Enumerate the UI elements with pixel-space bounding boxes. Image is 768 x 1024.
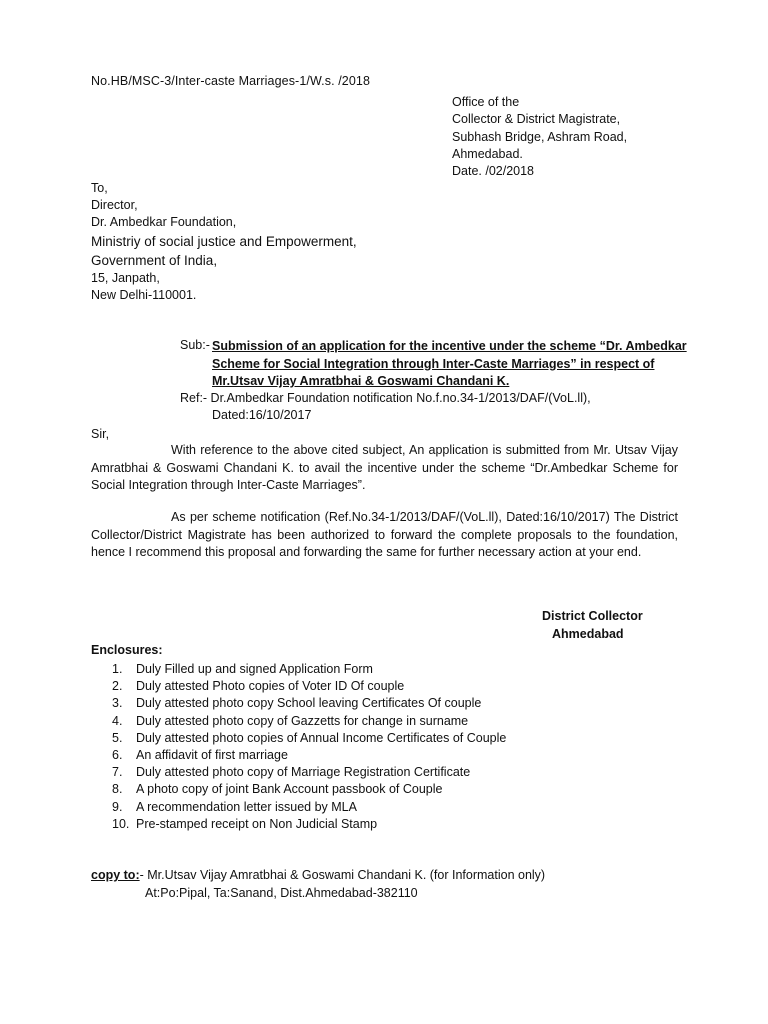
item-text: Duly attested photo copy of Marriage Registration Certificate	[136, 765, 471, 780]
list-item	[112, 661, 506, 678]
letter-date: Date. /02/2018	[452, 164, 535, 179]
recipient-line: Government of India,	[91, 252, 218, 268]
item-number: 1.	[112, 662, 123, 676]
item-text: Duly attested Photo copies of Voter ID Of couple	[136, 679, 405, 694]
recipient-line: New Delhi-110001.	[91, 287, 197, 302]
item-text: A recommendation letter issued by MLA	[136, 799, 357, 814]
subject-label: Sub:-	[180, 338, 210, 352]
copy-to-line	[91, 868, 545, 882]
subject-text	[212, 338, 687, 391]
item-text: A photo copy of joint Bank Account passbook of Couple	[136, 782, 443, 797]
recipient-line: Dr. Ambedkar Foundation,	[91, 215, 237, 230]
item-number: 4.	[112, 713, 123, 728]
signatory-title: District Collector	[542, 609, 643, 623]
list-item	[112, 781, 506, 798]
list-item	[112, 816, 506, 833]
item-text: Duly attested photo copy of Gazzetts for change in surname	[136, 713, 469, 728]
copy-to-recipient: - Mr.Utsav Vijay Amratbhai & Goswami Chandani K. (for Information only)	[139, 868, 546, 882]
office-line: Collector & District Magistrate,	[452, 112, 621, 127]
office-line: Ahmedabad.	[452, 146, 523, 161]
body-paragraph-2: As per scheme notification (Ref.No.34-1/2013/DAF/(VoL.ll), Dated:16/10/2017) The District Collector/District Magistrate has been authorized to forward the complete proposals to the foundation, hence I recommend this proposal and forwarding the same for further necessary action at your end.	[91, 510, 678, 559]
reference-line: Ref:- Dr.Ambedkar Foundation notification No.f.no.34-1/2013/DAF/(VoL.ll),	[180, 391, 591, 405]
item-number: 3.	[112, 696, 123, 711]
office-line: Subhash Bridge, Ashram Road,	[452, 129, 628, 144]
copy-to-address: At:Po:Pipal, Ta:Sanand, Dist.Ahmedabad-382110	[145, 886, 418, 900]
reference-number: No.HB/MSC-3/Inter-caste Marriages-1/W.s. /2018	[91, 74, 370, 88]
item-number: 7.	[112, 765, 123, 780]
list-item	[112, 730, 506, 747]
item-number: 8.	[112, 782, 123, 797]
list-item	[112, 799, 506, 816]
copy-to-label: copy to:	[91, 868, 140, 882]
recipient-line: Director,	[91, 198, 138, 213]
item-text: An affidavit of first marriage	[136, 747, 288, 762]
item-number: 10.	[112, 816, 130, 831]
item-number: 9.	[112, 799, 123, 814]
list-item	[112, 747, 506, 764]
body-paragraph-1: With reference to the above cited subject, An application is submitted from Mr. Utsav Vijay Amratbhai & Goswami Chandani K. to avail the incentive under the scheme “Dr.Ambedkar Scheme for Social Integration through Inter-Caste Marriages”.	[91, 443, 678, 492]
recipient-line: 15, Janpath,	[91, 270, 160, 285]
list-item	[112, 713, 506, 730]
item-number: 6.	[112, 747, 123, 762]
signatory-place: Ahmedabad	[552, 626, 624, 641]
item-number: 5.	[112, 730, 123, 745]
enclosures-heading: Enclosures:	[91, 643, 163, 657]
subject-line: Mr.Utsav Vijay Amratbhai & Goswami Chandani K.	[212, 374, 510, 388]
item-text: Duly attested photo copy School leaving Certificates Of couple	[136, 696, 482, 711]
item-text: Duly Filled up and signed Application Form	[136, 662, 373, 676]
recipient-line: Ministriy of social justice and Empowerment,	[91, 233, 357, 249]
enclosures-list	[112, 661, 506, 833]
signature-block	[542, 608, 643, 643]
item-text: Duly attested photo copies of Annual Income Certificates of Couple	[136, 730, 507, 745]
office-address-block	[452, 94, 627, 180]
item-number: 2.	[112, 679, 123, 694]
salutation: Sir,	[91, 427, 110, 441]
subject-line: Submission of an application for the incentive under the scheme “Dr. Ambedkar	[212, 339, 687, 353]
item-text: Pre-stamped receipt on Non Judicial Stamp	[136, 816, 378, 831]
list-item	[112, 695, 506, 712]
subject-line: Scheme for Social Integration through Inter-Caste Marriages” in respect of	[212, 356, 655, 371]
list-item	[112, 678, 506, 695]
office-line: Office of the	[452, 95, 520, 109]
reference-date: Dated:16/10/2017	[212, 408, 312, 422]
recipient-line: To,	[91, 181, 108, 195]
recipient-address-block	[91, 180, 357, 304]
list-item	[112, 764, 506, 781]
